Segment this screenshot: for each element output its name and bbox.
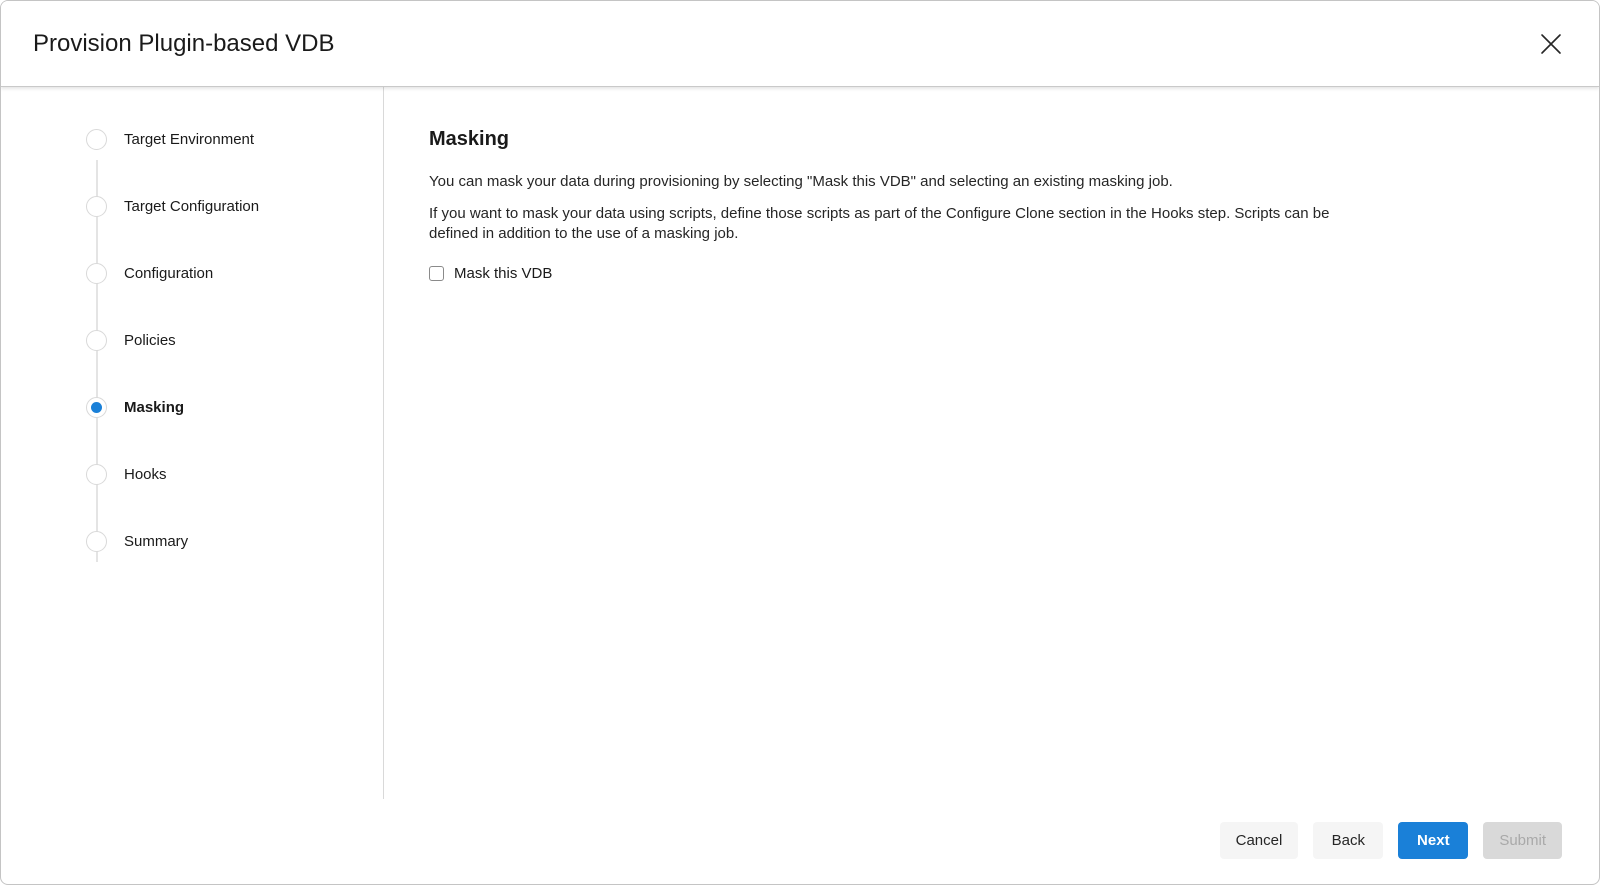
step-label: Target Configuration — [124, 198, 260, 215]
cancel-button[interactable]: Cancel — [1220, 822, 1299, 859]
step-circle — [86, 330, 107, 351]
dialog-title: Provision Plugin-based VDB — [33, 29, 335, 57]
step-label: Target Environment — [124, 131, 255, 148]
step-policies[interactable] — [1, 307, 383, 374]
masking-step-content — [384, 87, 1599, 799]
step-label: Configuration — [124, 265, 214, 282]
page-title: Masking — [429, 128, 510, 150]
masking-description-1: You can mask your data during provisioning by selecting "Mask this VDB" and selecting an existing masking job. — [429, 173, 1173, 190]
step-label: Masking — [124, 399, 185, 416]
mask-this-vdb-checkbox[interactable] — [429, 266, 444, 281]
step-dot — [91, 335, 102, 346]
step-target-configuration[interactable] — [1, 173, 383, 240]
mask-this-vdb-checkbox-label: Mask this VDB — [454, 265, 553, 282]
step-dot — [91, 134, 102, 145]
step-active-dot — [91, 402, 102, 413]
wizard-stepper — [1, 87, 384, 799]
step-masking[interactable] — [1, 374, 383, 441]
step-circle — [86, 531, 107, 552]
step-configuration[interactable] — [1, 240, 383, 307]
dialog-header — [1, 1, 1599, 87]
step-dot — [91, 536, 102, 547]
dialog-footer — [1, 799, 1599, 884]
step-circle — [86, 263, 107, 284]
step-dot — [91, 201, 102, 212]
step-label: Summary — [124, 533, 189, 550]
step-circle-active — [86, 397, 107, 418]
dialog-body — [1, 87, 1599, 799]
step-summary[interactable] — [1, 508, 383, 575]
step-label: Hooks — [124, 466, 167, 483]
mask-this-vdb-checkbox-row[interactable] — [429, 265, 552, 282]
masking-description-2: If you want to mask your data using scripts, define those scripts as part of the Configure Clone section in the Hooks step. Scripts can be defined in addition to the use of a masking job. — [429, 205, 1330, 242]
step-target-environment[interactable] — [1, 106, 383, 173]
close-icon — [1539, 32, 1563, 56]
step-circle — [86, 196, 107, 217]
submit-button: Submit — [1483, 822, 1562, 859]
stepper-steps — [1, 106, 383, 575]
step-dot — [91, 268, 102, 279]
step-hooks[interactable] — [1, 441, 383, 508]
step-circle — [86, 464, 107, 485]
step-circle — [86, 129, 107, 150]
back-button[interactable]: Back — [1313, 822, 1383, 859]
next-button[interactable]: Next — [1398, 822, 1468, 859]
step-dot — [91, 469, 102, 480]
close-button[interactable] — [1531, 24, 1571, 64]
step-label: Policies — [124, 332, 176, 349]
